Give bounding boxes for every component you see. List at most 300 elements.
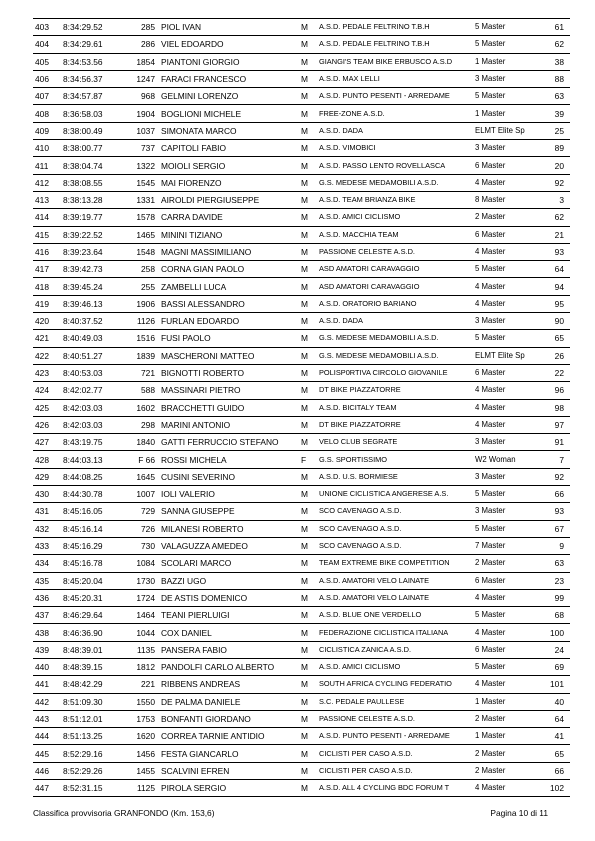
position-cell: 429	[33, 468, 61, 485]
category-rank-cell: 96	[535, 382, 570, 399]
team-cell: FREE-ZONE A.S.D.	[317, 105, 473, 122]
table-row	[33, 313, 570, 330]
category-cell: 5 Master	[473, 330, 535, 347]
bib-number-cell: 298	[123, 416, 159, 433]
sex-cell: M	[299, 589, 317, 606]
bib-number-cell: 1578	[123, 209, 159, 226]
sex-cell: M	[299, 676, 317, 693]
sex-cell: M	[299, 745, 317, 762]
rider-name-cell: SCALVINI EFREN	[159, 762, 299, 779]
category-rank-cell: 63	[535, 88, 570, 105]
bib-number-cell: 1812	[123, 658, 159, 675]
position-cell: 440	[33, 658, 61, 675]
bib-number-cell: 286	[123, 36, 159, 53]
bib-number-cell: 737	[123, 140, 159, 157]
time-cell: 8:48:39.15	[61, 658, 123, 675]
rider-name-cell: CORNA GIAN PAOLO	[159, 261, 299, 278]
bib-number-cell: 1753	[123, 710, 159, 727]
team-cell: A.S.D. VIMOBICI	[317, 140, 473, 157]
rider-name-cell: DE PALMA DANIELE	[159, 693, 299, 710]
category-cell: 4 Master	[473, 295, 535, 312]
team-cell: G.S. SPORTISSIMO	[317, 451, 473, 468]
category-cell: 4 Master	[473, 416, 535, 433]
category-cell: 6 Master	[473, 364, 535, 381]
category-cell: 6 Master	[473, 157, 535, 174]
category-rank-cell: 89	[535, 140, 570, 157]
category-rank-cell: 88	[535, 70, 570, 87]
team-cell: UNIONE CICLISTICA ANGERESE A.S.	[317, 486, 473, 503]
category-rank-cell: 25	[535, 122, 570, 139]
time-cell: 8:44:30.78	[61, 486, 123, 503]
table-row	[33, 88, 570, 105]
table-row	[33, 780, 570, 797]
rider-name-cell: IOLI VALERIO	[159, 486, 299, 503]
position-cell: 418	[33, 278, 61, 295]
category-rank-cell: 41	[535, 728, 570, 745]
sex-cell: M	[299, 607, 317, 624]
team-cell: FEDERAZIONE CICLISTICA ITALIANA	[317, 624, 473, 641]
rider-name-cell: PANDOLFI CARLO ALBERTO	[159, 658, 299, 675]
sex-cell: M	[299, 710, 317, 727]
time-cell: 8:38:13.28	[61, 191, 123, 208]
team-cell: A.S.D. BLUE ONE VERDELLO	[317, 607, 473, 624]
bib-number-cell: 1464	[123, 607, 159, 624]
category-rank-cell: 102	[535, 780, 570, 797]
table-row	[33, 555, 570, 572]
sex-cell: M	[299, 572, 317, 589]
team-cell: A.S.D. MACCHIA TEAM	[317, 226, 473, 243]
sex-cell: M	[299, 762, 317, 779]
sex-cell: M	[299, 658, 317, 675]
category-cell: 6 Master	[473, 226, 535, 243]
bib-number-cell: 726	[123, 520, 159, 537]
sex-cell: M	[299, 191, 317, 208]
position-cell: 420	[33, 313, 61, 330]
time-cell: 8:39:45.24	[61, 278, 123, 295]
rider-name-cell: GELMINI LORENZO	[159, 88, 299, 105]
rider-name-cell: MILANESI ROBERTO	[159, 520, 299, 537]
rider-name-cell: MININI TIZIANO	[159, 226, 299, 243]
category-rank-cell: 101	[535, 676, 570, 693]
category-cell: 4 Master	[473, 399, 535, 416]
position-cell: 417	[33, 261, 61, 278]
table-row	[33, 762, 570, 779]
team-cell: POLISP0RTIVA CIRCOLO GIOVANILE	[317, 364, 473, 381]
bib-number-cell: 730	[123, 537, 159, 554]
bib-number-cell: 1125	[123, 780, 159, 797]
rider-name-cell: MASCHERONI MATTEO	[159, 347, 299, 364]
category-cell: 4 Master	[473, 780, 535, 797]
sex-cell: M	[299, 364, 317, 381]
rider-name-cell: COX DANIEL	[159, 624, 299, 641]
table-row	[33, 486, 570, 503]
sex-cell: M	[299, 347, 317, 364]
position-cell: 433	[33, 537, 61, 554]
time-cell: 8:40:51.27	[61, 347, 123, 364]
bib-number-cell: 721	[123, 364, 159, 381]
bib-number-cell: 1331	[123, 191, 159, 208]
sex-cell: M	[299, 174, 317, 191]
table-row	[33, 330, 570, 347]
time-cell: 8:52:29.16	[61, 745, 123, 762]
sex-cell: M	[299, 53, 317, 70]
position-cell: 419	[33, 295, 61, 312]
category-cell: 7 Master	[473, 537, 535, 554]
category-rank-cell: 92	[535, 468, 570, 485]
team-cell: ASD AMATORI CARAVAGGIO	[317, 278, 473, 295]
sex-cell: M	[299, 382, 317, 399]
bib-number-cell: 1516	[123, 330, 159, 347]
position-cell: 408	[33, 105, 61, 122]
team-cell: A.S.D. PEDALE FELTRINO T.B.H	[317, 36, 473, 53]
rider-name-cell: MAGNI MASSIMILIANO	[159, 243, 299, 260]
position-cell: 407	[33, 88, 61, 105]
category-rank-cell: 66	[535, 762, 570, 779]
table-row	[33, 607, 570, 624]
table-row	[33, 693, 570, 710]
team-cell: G.S. MEDESE MEDAMOBILI A.S.D.	[317, 330, 473, 347]
category-cell: ELMT Elite Sp	[473, 347, 535, 364]
team-cell: CICLISTI PER CASO A.S.D.	[317, 745, 473, 762]
team-cell: CICLISTICA ZANICA A.S.D.	[317, 641, 473, 658]
team-cell: G.S. MEDESE MEDAMOBILI A.S.D.	[317, 347, 473, 364]
team-cell: A.S.D. ALL 4 CYCLING BDC FORUM T	[317, 780, 473, 797]
time-cell: 8:42:03.03	[61, 399, 123, 416]
table-row	[33, 157, 570, 174]
bib-number-cell: 255	[123, 278, 159, 295]
team-cell: A.S.D. ORATORIO BARIANO	[317, 295, 473, 312]
bib-number-cell: 1126	[123, 313, 159, 330]
team-cell: A.S.D. AMATORI VELO LAINATE	[317, 572, 473, 589]
category-rank-cell: 21	[535, 226, 570, 243]
time-cell: 8:34:53.56	[61, 53, 123, 70]
rider-name-cell: ROSSI MICHELA	[159, 451, 299, 468]
position-cell: 445	[33, 745, 61, 762]
category-cell: ELMT Elite Sp	[473, 122, 535, 139]
bib-number-cell: 1620	[123, 728, 159, 745]
time-cell: 8:45:16.14	[61, 520, 123, 537]
category-rank-cell: 3	[535, 191, 570, 208]
position-cell: 422	[33, 347, 61, 364]
bib-number-cell: 1007	[123, 486, 159, 503]
team-cell: A.S.D. BICITALY TEAM	[317, 399, 473, 416]
time-cell: 8:44:03.13	[61, 451, 123, 468]
table-row	[33, 105, 570, 122]
rider-name-cell: BOGLIONI MICHELE	[159, 105, 299, 122]
category-rank-cell: 95	[535, 295, 570, 312]
sex-cell: M	[299, 330, 317, 347]
position-cell: 446	[33, 762, 61, 779]
bib-number-cell: 258	[123, 261, 159, 278]
category-cell: 5 Master	[473, 607, 535, 624]
table-row	[33, 434, 570, 451]
time-cell: 8:46:36.90	[61, 624, 123, 641]
category-rank-cell: 98	[535, 399, 570, 416]
category-rank-cell: 63	[535, 555, 570, 572]
category-cell: 4 Master	[473, 382, 535, 399]
sex-cell: M	[299, 243, 317, 260]
team-cell: A.S.D. PASSO LENTO ROVELLASCA	[317, 157, 473, 174]
bib-number-cell: 1465	[123, 226, 159, 243]
bib-number-cell: 1322	[123, 157, 159, 174]
team-cell: PASSIONE CELESTE A.S.D.	[317, 243, 473, 260]
position-cell: 430	[33, 486, 61, 503]
bib-number-cell: 1456	[123, 745, 159, 762]
position-cell: 416	[33, 243, 61, 260]
table-row	[33, 503, 570, 520]
sex-cell: M	[299, 624, 317, 641]
category-rank-cell: 93	[535, 503, 570, 520]
table-row	[33, 36, 570, 53]
category-cell: 3 Master	[473, 70, 535, 87]
sex-cell: M	[299, 434, 317, 451]
category-rank-cell: 26	[535, 347, 570, 364]
table-row	[33, 658, 570, 675]
position-cell: 411	[33, 157, 61, 174]
category-rank-cell: 62	[535, 36, 570, 53]
sex-cell: M	[299, 295, 317, 312]
sex-cell: M	[299, 36, 317, 53]
table-row	[33, 745, 570, 762]
position-cell: 404	[33, 36, 61, 53]
table-row	[33, 641, 570, 658]
category-cell: 3 Master	[473, 434, 535, 451]
rider-name-cell: PIROLA SERGIO	[159, 780, 299, 797]
time-cell: 8:39:19.77	[61, 209, 123, 226]
rider-name-cell: FURLAN EDOARDO	[159, 313, 299, 330]
time-cell: 8:40:37.52	[61, 313, 123, 330]
rider-name-cell: AIROLDI PIERGIUSEPPE	[159, 191, 299, 208]
bib-number-cell: 1904	[123, 105, 159, 122]
position-cell: 442	[33, 693, 61, 710]
rider-name-cell: FESTA GIANCARLO	[159, 745, 299, 762]
category-rank-cell: 66	[535, 486, 570, 503]
bib-number-cell: F 66	[123, 451, 159, 468]
sex-cell: M	[299, 641, 317, 658]
category-cell: 1 Master	[473, 105, 535, 122]
time-cell: 8:38:00.77	[61, 140, 123, 157]
position-cell: 447	[33, 780, 61, 797]
team-cell: SCO CAVENAGO A.S.D.	[317, 537, 473, 554]
category-rank-cell: 24	[535, 641, 570, 658]
bib-number-cell: 1545	[123, 174, 159, 191]
time-cell: 8:40:53.03	[61, 364, 123, 381]
time-cell: 8:42:02.77	[61, 382, 123, 399]
category-cell: 3 Master	[473, 140, 535, 157]
category-cell: 1 Master	[473, 693, 535, 710]
team-cell: A.S.D. MAX LELLI	[317, 70, 473, 87]
bib-number-cell: 1839	[123, 347, 159, 364]
team-cell: TEAM EXTREME BIKE COMPETITION	[317, 555, 473, 572]
sex-cell: M	[299, 728, 317, 745]
position-cell: 426	[33, 416, 61, 433]
category-rank-cell: 93	[535, 243, 570, 260]
sex-cell: M	[299, 209, 317, 226]
table-row	[33, 70, 570, 87]
table-row	[33, 728, 570, 745]
rider-name-cell: ZAMBELLI LUCA	[159, 278, 299, 295]
time-cell: 8:34:29.52	[61, 19, 123, 36]
table-row	[33, 347, 570, 364]
sex-cell: M	[299, 555, 317, 572]
category-cell: 2 Master	[473, 762, 535, 779]
rider-name-cell: VALAGUZZA AMEDEO	[159, 537, 299, 554]
bib-number-cell: 1548	[123, 243, 159, 260]
bib-number-cell: 1455	[123, 762, 159, 779]
team-cell: DT BIKE PIAZZATORRE	[317, 416, 473, 433]
time-cell: 8:45:20.31	[61, 589, 123, 606]
table-row	[33, 710, 570, 727]
position-cell: 423	[33, 364, 61, 381]
position-cell: 443	[33, 710, 61, 727]
bib-number-cell: 1645	[123, 468, 159, 485]
sex-cell: M	[299, 140, 317, 157]
position-cell: 424	[33, 382, 61, 399]
position-cell: 410	[33, 140, 61, 157]
category-rank-cell: 7	[535, 451, 570, 468]
results-body	[33, 19, 570, 797]
position-cell: 409	[33, 122, 61, 139]
position-cell: 437	[33, 607, 61, 624]
team-cell: A.S.D. PUNTO PESENTI - ARREDAME	[317, 88, 473, 105]
team-cell: A.S.D. AMICI CICLISMO	[317, 209, 473, 226]
time-cell: 8:45:16.29	[61, 537, 123, 554]
category-cell: 6 Master	[473, 572, 535, 589]
category-rank-cell: 61	[535, 19, 570, 36]
position-cell: 405	[33, 53, 61, 70]
results-table	[33, 18, 570, 797]
time-cell: 8:51:12.01	[61, 710, 123, 727]
sex-cell: M	[299, 503, 317, 520]
time-cell: 8:42:03.03	[61, 416, 123, 433]
team-cell: S.C. PEDALE PAULLESE	[317, 693, 473, 710]
category-cell: 6 Master	[473, 641, 535, 658]
sex-cell: M	[299, 278, 317, 295]
sex-cell: M	[299, 19, 317, 36]
position-cell: 432	[33, 520, 61, 537]
team-cell: ASD AMATORI CARAVAGGIO	[317, 261, 473, 278]
rider-name-cell: MAI FIORENZO	[159, 174, 299, 191]
position-cell: 406	[33, 70, 61, 87]
team-cell: A.S.D. AMICI CICLISMO	[317, 658, 473, 675]
category-rank-cell: 67	[535, 520, 570, 537]
category-cell: 1 Master	[473, 728, 535, 745]
team-cell: A.S.D. PUNTO PESENTI - ARREDAME	[317, 728, 473, 745]
category-rank-cell: 9	[535, 537, 570, 554]
table-row	[33, 364, 570, 381]
bib-number-cell: 1084	[123, 555, 159, 572]
category-cell: 5 Master	[473, 520, 535, 537]
category-cell: 1 Master	[473, 53, 535, 70]
table-row	[33, 624, 570, 641]
bib-number-cell: 1854	[123, 53, 159, 70]
rider-name-cell: BIGNOTTI ROBERTO	[159, 364, 299, 381]
category-rank-cell: 94	[535, 278, 570, 295]
category-cell: 4 Master	[473, 676, 535, 693]
team-cell: CICLISTI PER CASO A.S.D.	[317, 762, 473, 779]
team-cell: DT BIKE PIAZZATORRE	[317, 382, 473, 399]
category-cell: 5 Master	[473, 486, 535, 503]
time-cell: 8:52:29.26	[61, 762, 123, 779]
table-row	[33, 399, 570, 416]
sex-cell: F	[299, 451, 317, 468]
sex-cell: M	[299, 693, 317, 710]
team-cell: G.S. MEDESE MEDAMOBILI A.S.D.	[317, 174, 473, 191]
table-row	[33, 278, 570, 295]
sex-cell: M	[299, 537, 317, 554]
category-cell: 4 Master	[473, 589, 535, 606]
sex-cell: M	[299, 313, 317, 330]
team-cell: GIANGI'S TEAM BIKE ERBUSCO A.S.D	[317, 53, 473, 70]
bib-number-cell: 968	[123, 88, 159, 105]
time-cell: 8:52:31.15	[61, 780, 123, 797]
bib-number-cell: 1840	[123, 434, 159, 451]
category-rank-cell: 62	[535, 209, 570, 226]
time-cell: 8:38:00.49	[61, 122, 123, 139]
table-row	[33, 468, 570, 485]
team-cell: SCO CAVENAGO A.S.D.	[317, 503, 473, 520]
rider-name-cell: VIEL EDOARDO	[159, 36, 299, 53]
category-cell: 2 Master	[473, 745, 535, 762]
category-rank-cell: 22	[535, 364, 570, 381]
rider-name-cell: TEANI PIERLUIGI	[159, 607, 299, 624]
category-rank-cell: 64	[535, 710, 570, 727]
category-rank-cell: 23	[535, 572, 570, 589]
position-cell: 414	[33, 209, 61, 226]
bib-number-cell: 729	[123, 503, 159, 520]
footer-classification-title: Classifica provvisoria GRANFONDO (Km. 153,6)	[33, 808, 215, 818]
rider-name-cell: MASSINARI PIETRO	[159, 382, 299, 399]
category-cell: 8 Master	[473, 191, 535, 208]
sex-cell: M	[299, 468, 317, 485]
position-cell: 434	[33, 555, 61, 572]
time-cell: 8:39:42.73	[61, 261, 123, 278]
rider-name-cell: SCOLARI MARCO	[159, 555, 299, 572]
category-rank-cell: 68	[535, 607, 570, 624]
table-row	[33, 572, 570, 589]
bib-number-cell: 1906	[123, 295, 159, 312]
category-cell: 4 Master	[473, 278, 535, 295]
footer-page-number: Pagina 10 di 11	[490, 808, 548, 818]
category-cell: 2 Master	[473, 710, 535, 727]
category-cell: 2 Master	[473, 555, 535, 572]
sex-cell: M	[299, 105, 317, 122]
team-cell: A.S.D. TEAM BRIANZA BIKE	[317, 191, 473, 208]
rider-name-cell: MARINI ANTONIO	[159, 416, 299, 433]
bib-number-cell: 1037	[123, 122, 159, 139]
table-row	[33, 226, 570, 243]
table-row	[33, 382, 570, 399]
rider-name-cell: BASSI ALESSANDRO	[159, 295, 299, 312]
sex-cell: M	[299, 486, 317, 503]
rider-name-cell: MOIOLI SERGIO	[159, 157, 299, 174]
category-cell: 3 Master	[473, 468, 535, 485]
table-row	[33, 261, 570, 278]
category-rank-cell: 40	[535, 693, 570, 710]
rider-name-cell: PIOL IVAN	[159, 19, 299, 36]
bib-number-cell: 1730	[123, 572, 159, 589]
team-cell: SCO CAVENAGO A.S.D.	[317, 520, 473, 537]
category-cell: 4 Master	[473, 624, 535, 641]
table-row	[33, 140, 570, 157]
category-rank-cell: 69	[535, 658, 570, 675]
time-cell: 8:40:49.03	[61, 330, 123, 347]
category-rank-cell: 92	[535, 174, 570, 191]
category-rank-cell: 64	[535, 261, 570, 278]
table-row	[33, 451, 570, 468]
table-row	[33, 243, 570, 260]
table-row	[33, 209, 570, 226]
